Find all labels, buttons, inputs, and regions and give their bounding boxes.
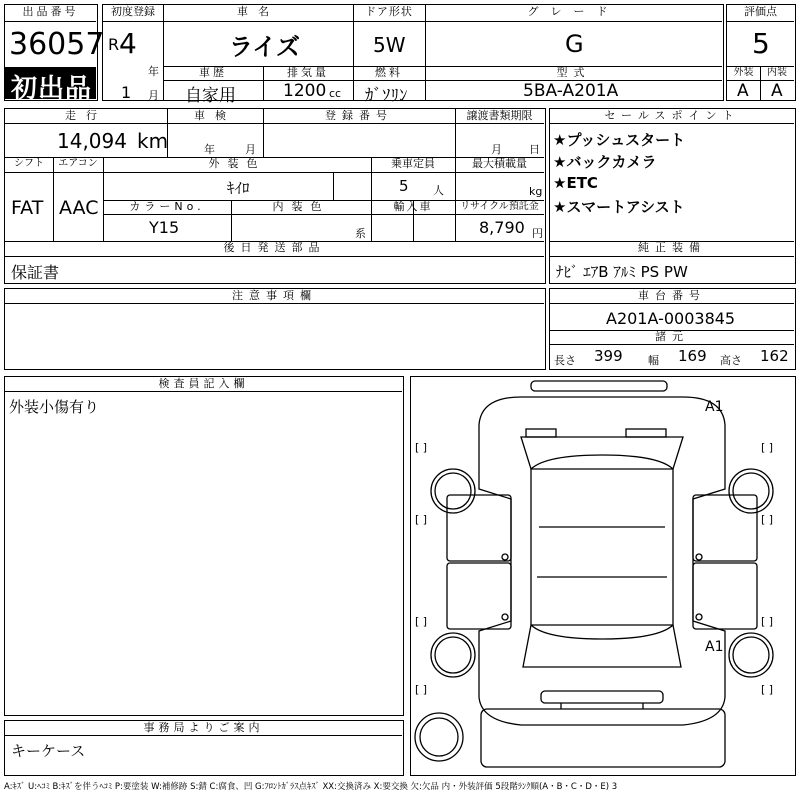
era: R [108, 35, 120, 54]
history: 自家用 [185, 86, 236, 106]
ext-color-label: 外装色 [208, 157, 266, 170]
reg-month: 1 [121, 83, 132, 102]
displacement-label: 排気量 [287, 66, 329, 79]
ext-color: ｷｲﾛ [227, 179, 250, 197]
sales-point-4: ★スマートアシスト [553, 198, 685, 216]
recycle-label: リサイクル預託金 [460, 201, 539, 212]
sales-label: セールスポイント [604, 109, 740, 122]
office-text: キーケース [11, 742, 86, 760]
inspector-text: 外装小傷有り [9, 398, 100, 416]
displacement: 1200 [283, 81, 327, 101]
caution-box [4, 288, 546, 370]
model: 5BA-A201A [523, 81, 619, 101]
load-unit: kg [529, 185, 543, 198]
car-name-label: 車名 [237, 5, 279, 18]
chassis-label: 車台番号 [638, 289, 706, 302]
fuel-label: 燃料 [375, 66, 403, 79]
ac-label: エアコン [58, 158, 98, 169]
vehicle-info-box [102, 4, 724, 106]
lot-number: 36057 [9, 27, 105, 62]
color-no-label: カラーNo. [129, 200, 205, 213]
damage-mark-front: A1 [705, 399, 724, 415]
inspector-label: 検査員記入欄 [158, 377, 249, 390]
width: 169 [678, 347, 707, 365]
bracket-6: [ ] [761, 615, 774, 628]
length: 399 [594, 347, 623, 365]
displacement-unit: cc [329, 87, 342, 100]
options: ﾅﾋﾞ ｴｱB ｱﾙﾐ PS PW [556, 263, 688, 281]
score-label: 評価点 [744, 5, 777, 18]
capacity: 5 [399, 177, 409, 195]
car-diagram [411, 377, 794, 774]
int-color-unit: 系 [355, 227, 366, 240]
recycle: 8,790 [479, 218, 525, 237]
score-box [726, 4, 796, 101]
first-listing-text: 初出品 [11, 74, 93, 104]
transfer-label: 譲渡書類期限 [466, 109, 533, 122]
bracket-7: [ ] [415, 683, 428, 696]
later-parts-label: 後日発送部品 [223, 241, 326, 254]
mileage: 14,094 [57, 129, 127, 153]
length-label: 長さ [554, 354, 576, 367]
mileage-label: 走行 [65, 109, 107, 122]
sales-point-1: ★プッシュスタート [553, 131, 686, 149]
year-unit: 年 [148, 65, 159, 78]
insp-year-unit: 年 [204, 143, 215, 156]
color-no: Y15 [149, 218, 180, 237]
grade: G [565, 30, 584, 58]
first-reg-label: 初度登録 [111, 5, 155, 18]
legend: A:ｷｽﾞ U:ﾍｺﾐ B:ｷｽﾞを伴うﾍｺﾐ P:要塗装 W:補修跡 S:錆 C:腐食、凹 G:ﾌﾛﾝﾄｶﾞﾗｽ点ｷｽﾞ XX:交換済み X:要交換 欠:欠品 内・外装評価 5段階ﾗﾝｸ順(A・B・C・D・E) 3 [4, 782, 618, 792]
office-box [4, 720, 404, 776]
inspection-label: 車検 [194, 109, 236, 122]
height-label: 高さ [720, 354, 742, 367]
ext-label: 外装 [733, 67, 754, 78]
details-box [4, 108, 546, 284]
reg-year: 4 [119, 27, 137, 60]
office-label: 事務局よりご案内 [143, 721, 264, 734]
transfer-month-unit: 月 [491, 143, 502, 156]
chassis-box [549, 288, 796, 370]
lot-number-box [4, 4, 105, 104]
fuel: ｶﾞｿﾘﾝ [365, 86, 408, 106]
options-label: 純正装備 [638, 241, 706, 254]
score: 5 [752, 27, 770, 60]
door: 5W [373, 33, 406, 57]
sales-point-3: ★ETC [553, 174, 598, 192]
height: 162 [760, 347, 789, 365]
sales-point-2: ★バックカメラ [553, 153, 657, 171]
history-label: 車歴 [199, 66, 227, 79]
bracket-2: [ ] [761, 441, 774, 454]
insp-month-unit: 月 [245, 143, 256, 156]
width-label: 幅 [648, 354, 659, 367]
int-grade: A [771, 81, 783, 101]
grade-label: グレード [527, 5, 620, 18]
capacity-label: 乗車定員 [391, 157, 435, 170]
car-name: ライズ [229, 33, 301, 61]
bracket-5: [ ] [415, 615, 428, 628]
shift: FAT [11, 197, 44, 219]
shift-label: シフト [14, 158, 44, 169]
chassis-number: A201A-0003845 [606, 309, 736, 328]
ac: AAC [59, 197, 99, 219]
dims-label: 諸元 [655, 330, 689, 343]
import-label: 輸入車 [393, 200, 433, 213]
damage-mark-rear: A1 [705, 639, 724, 655]
lot-label: 出品番号 [22, 5, 79, 18]
bracket-1: [ ] [415, 441, 428, 454]
reg-no-label: 登録番号 [325, 109, 393, 122]
caution-label: 注意事項欄 [232, 289, 317, 302]
model-label: 型式 [556, 66, 591, 79]
ext-grade: A [737, 81, 749, 101]
load-label: 最大積載量 [472, 157, 527, 170]
int-label: 内装 [767, 67, 787, 78]
mileage-unit: km [137, 129, 169, 153]
sales-box [549, 108, 796, 284]
bracket-8: [ ] [761, 683, 774, 696]
recycle-unit: 円 [532, 227, 543, 240]
inspector-box [4, 376, 404, 716]
transfer-day-unit: 日 [529, 143, 540, 156]
bracket-4: [ ] [761, 513, 774, 526]
month-unit: 月 [148, 89, 159, 102]
int-color-label: 内装色 [272, 200, 330, 213]
capacity-unit: 人 [433, 184, 444, 197]
later-parts: 保証書 [11, 263, 60, 282]
damage-diagram-box [410, 376, 796, 776]
door-label: ドア形状 [365, 5, 413, 18]
bracket-3: [ ] [415, 513, 428, 526]
